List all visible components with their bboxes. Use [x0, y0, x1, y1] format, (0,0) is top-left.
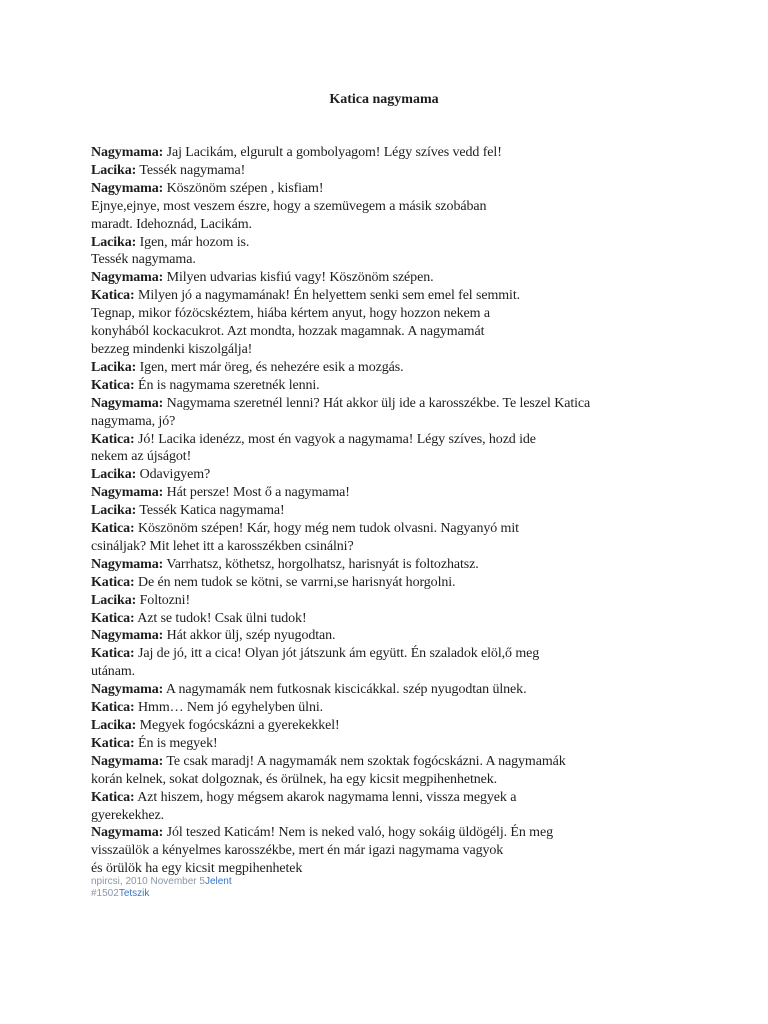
dialogue-line: [91, 807, 691, 825]
line-text: Azt se tudok! Csak ülni tudok!: [134, 610, 307, 626]
line-text: gyerekekhez.: [91, 807, 165, 823]
line-text: csináljak? Mit lehet itt a karosszékben csinálni?: [91, 538, 354, 554]
line-text: konyhából kockacukrot. Azt mondta, hozzak magamnak. A nagymamát: [91, 324, 485, 340]
dialogue-line: [91, 663, 691, 681]
line-text: Köszönöm szépen , kisfiam!: [163, 180, 324, 196]
line-text: maradt. Idehoznád, Lacikám.: [91, 216, 252, 232]
line-text: Jaj de jó, itt a cica! Olyan jót játszunk ám együtt. Én szaladok elöl,ő meg: [134, 646, 540, 662]
speaker-name: Nagymama:: [91, 753, 164, 769]
like-link[interactable]: Tetszik: [118, 888, 150, 899]
post-actions-row: [91, 888, 232, 900]
dialogue-line: [91, 359, 691, 377]
speaker-name: Lacika:: [91, 359, 137, 375]
dialogue-line: [91, 502, 691, 520]
line-text: korán kelnek, sokat dolgoznak, és örülnek, ha egy kicsit megpihenhetnek.: [91, 771, 498, 787]
line-text: Ejnye,ejnye, most veszem észre, hogy a szemüvegem a másik szobában: [91, 198, 487, 214]
dialogue-line: [91, 842, 691, 860]
speaker-name: Nagymama:: [91, 682, 164, 698]
dialogue-line: [91, 610, 691, 628]
dialogue-body: [91, 144, 691, 878]
line-text: Jó! Lacika idenézz, most én vagyok a nagymama! Légy szíves, hozd ide: [134, 431, 536, 447]
line-text: bezzeg mindenki kiszolgálja!: [91, 341, 253, 357]
dialogue-line: [91, 627, 691, 645]
line-text: De én nem tudok se kötni, se varrni,se harisnyát horgolni.: [134, 574, 456, 590]
post-footer: [91, 876, 232, 900]
dialogue-line: [91, 771, 691, 789]
line-text: Nagymama szeretnél lenni? Hát akkor ülj ide a karosszékbe. Te leszel Katica: [163, 395, 591, 411]
dialogue-line: [91, 431, 691, 449]
line-text: utánam.: [91, 664, 136, 680]
speaker-name: Katica:: [91, 789, 135, 805]
report-link[interactable]: Jelent: [204, 876, 232, 887]
dialogue-line: [91, 574, 691, 592]
dialogue-line: [91, 234, 691, 252]
post-meta-row: [91, 876, 232, 888]
speaker-name: Lacika:: [91, 718, 137, 733]
line-text: Milyen udvarias kisfiú vagy! Köszönöm szépen.: [163, 270, 434, 286]
dialogue-line: [91, 162, 691, 180]
dialogue-line: [91, 144, 691, 162]
dialogue-line: [91, 269, 691, 287]
speaker-name: Katica:: [91, 700, 135, 716]
line-text: Tessék Katica nagymama!: [136, 503, 285, 519]
speaker-name: Katica:: [91, 646, 135, 662]
line-text: Milyen jó a nagymamának! Én helyettem senki sem emel fel semmit.: [134, 288, 521, 304]
dialogue-line: [91, 466, 691, 484]
line-text: visszaülök a kényelmes karosszékbe, mert én már igazi nagymama vagyok: [91, 843, 504, 859]
line-text: Tessék nagymama!: [136, 162, 246, 178]
dialogue-line: [91, 556, 691, 574]
line-text: Hát akkor ülj, szép nyugodtan.: [163, 628, 336, 644]
dialogue-line: [91, 645, 691, 663]
line-text: Megyek fogócskázni a gyerekekkel!: [136, 718, 340, 733]
speaker-name: Nagymama:: [91, 556, 164, 572]
line-text: Azt hiszem, hogy mégsem akarok nagymama lenni, vissza megyek a: [134, 789, 517, 805]
dialogue-line: [91, 753, 691, 771]
line-text: nekem az újságot!: [91, 449, 192, 465]
dialogue-line: [91, 323, 691, 341]
line-text: Odavigyem?: [136, 467, 211, 483]
dialogue-line: [91, 180, 691, 198]
speaker-name: Katica:: [91, 377, 135, 393]
dialogue-line: [91, 251, 691, 269]
dialogue-line: [91, 789, 691, 807]
line-text: Jól teszed Katicám! Nem is neked való, hogy sokáig üldögélj. Én meg: [163, 825, 553, 841]
dialogue-line: [91, 520, 691, 538]
speaker-name: Nagymama:: [91, 485, 164, 501]
speaker-name: Lacika:: [91, 592, 137, 608]
speaker-name: Katica:: [91, 574, 135, 590]
dialogue-line: [91, 448, 691, 466]
dialogue-line: [91, 198, 691, 216]
line-text: Te csak maradj! A nagymamák nem szoktak fogócskázni. A nagymamák: [163, 753, 566, 769]
line-text: Varrhatsz, köthetsz, horgolhatsz, harisnyát is foltozhatsz.: [163, 556, 479, 572]
speaker-name: Nagymama:: [91, 395, 164, 411]
line-text: Én is nagymama szeretnék lenni.: [134, 377, 320, 393]
speaker-name: Katica:: [91, 288, 135, 304]
speaker-name: Nagymama:: [91, 270, 164, 286]
line-text: A nagymamák nem futkosnak kiscicákkal. szép nyugodtan ülnek.: [163, 682, 527, 698]
line-text: és örülök ha egy kicsit megpihenhetek: [91, 861, 303, 877]
dialogue-line: [91, 395, 691, 413]
dialogue-line: [91, 484, 691, 502]
dialogue-line: [91, 341, 691, 359]
line-text: Igen, mert már öreg, és nehezére esik a mozgás.: [136, 359, 404, 375]
speaker-name: Nagymama:: [91, 628, 164, 644]
line-text: Hmm… Nem jó egyhelyben ülni.: [134, 700, 324, 716]
dialogue-line: [91, 592, 691, 610]
line-text: Én is megyek!: [134, 735, 218, 751]
dialogue-line: [91, 735, 691, 753]
speaker-name: Nagymama:: [91, 180, 164, 196]
speaker-name: Katica:: [91, 431, 135, 447]
dialogue-line: [91, 413, 691, 431]
line-text: nagymama, jó?: [91, 413, 176, 429]
dialogue-line: [91, 216, 691, 234]
speaker-name: Katica:: [91, 521, 135, 537]
speaker-name: Katica:: [91, 610, 135, 626]
speaker-name: Nagymama:: [91, 825, 164, 841]
speaker-name: Katica:: [91, 735, 135, 751]
dialogue-line: [91, 305, 691, 323]
line-text: Tessék nagymama.: [91, 252, 196, 268]
speaker-name: Lacika:: [91, 503, 137, 519]
speaker-name: Lacika:: [91, 162, 137, 178]
line-text: Igen, már hozom is.: [136, 234, 250, 250]
dialogue-line: [91, 717, 691, 735]
speaker-name: Lacika:: [91, 234, 137, 250]
line-text: Tegnap, mikor fózöcskéztem, hiába kértem anyut, hogy hozzon nekem a: [91, 306, 490, 322]
speaker-name: Lacika:: [91, 467, 137, 483]
speaker-name: Nagymama:: [91, 145, 164, 160]
dialogue-line: [91, 824, 691, 842]
post-id: #1502: [91, 888, 119, 899]
dialogue-line: [91, 538, 691, 556]
line-text: Hát persze! Most ő a nagymama!: [163, 485, 350, 501]
line-text: Köszönöm szépen! Kár, hogy még nem tudok olvasni. Nagyanyó mit: [134, 521, 519, 537]
document-title: Katica nagymama: [329, 92, 439, 107]
dialogue-line: [91, 287, 691, 305]
line-text: Foltozni!: [136, 592, 191, 608]
author-date: npircsi, 2010 November 5: [91, 876, 205, 887]
dialogue-line: [91, 681, 691, 699]
dialogue-line: [91, 377, 691, 395]
line-text: Jaj Lacikám, elgurult a gombolyagom! Légy szíves vedd fel!: [163, 145, 502, 160]
dialogue-line: [91, 699, 691, 717]
